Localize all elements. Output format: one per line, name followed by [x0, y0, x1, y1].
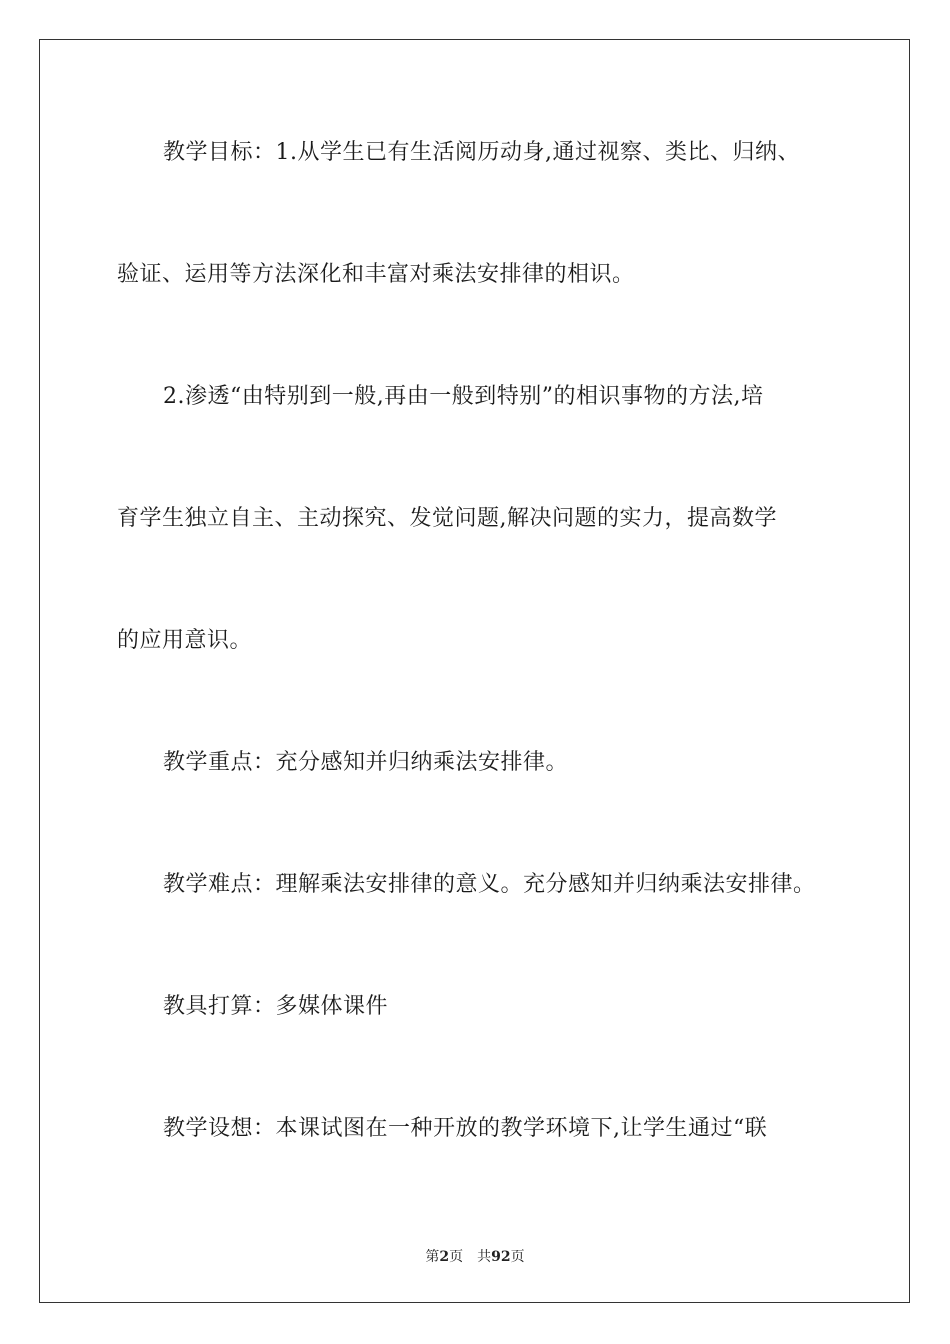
teaching-focus-line: 教学重点：充分感知并归纳乘法安排律。: [163, 750, 569, 775]
page-suffix: 页: [449, 1249, 464, 1265]
teaching-concept-line: 教学设想：本课试图在一种开放的教学环境下,让学生通过“联: [163, 1116, 768, 1141]
total-prefix: 共: [477, 1249, 492, 1265]
teaching-goal-line-5: 的应用意识。: [117, 628, 253, 653]
page-prefix: 第: [425, 1249, 440, 1265]
teaching-goal-line-3: 2.渗透“由特别到一般,再由一般到特别”的相识事物的方法,培: [163, 384, 764, 409]
page-border: [39, 39, 910, 1303]
teaching-aids-line: 教具打算：多媒体课件: [163, 994, 389, 1019]
total-pages: 92: [491, 1249, 511, 1265]
teaching-goal-line-2: 验证、运用等方法深化和丰富对乘法安排律的相识。: [117, 262, 635, 287]
teaching-goal-line-1: 教学目标：1.从学生已有生活阅历动身,通过视察、类比、归纳、: [163, 140, 800, 165]
total-suffix: 页: [510, 1249, 525, 1265]
teaching-difficulty-line: 教学难点：理解乘法安排律的意义。充分感知并归纳乘法安排律。: [163, 872, 816, 897]
page-number: 2: [439, 1249, 450, 1265]
teaching-goal-line-4: 育学生独立自主、主动探究、发觉问题,解决问题的实力，提高数学: [117, 506, 777, 531]
page-footer: [0, 1248, 950, 1266]
